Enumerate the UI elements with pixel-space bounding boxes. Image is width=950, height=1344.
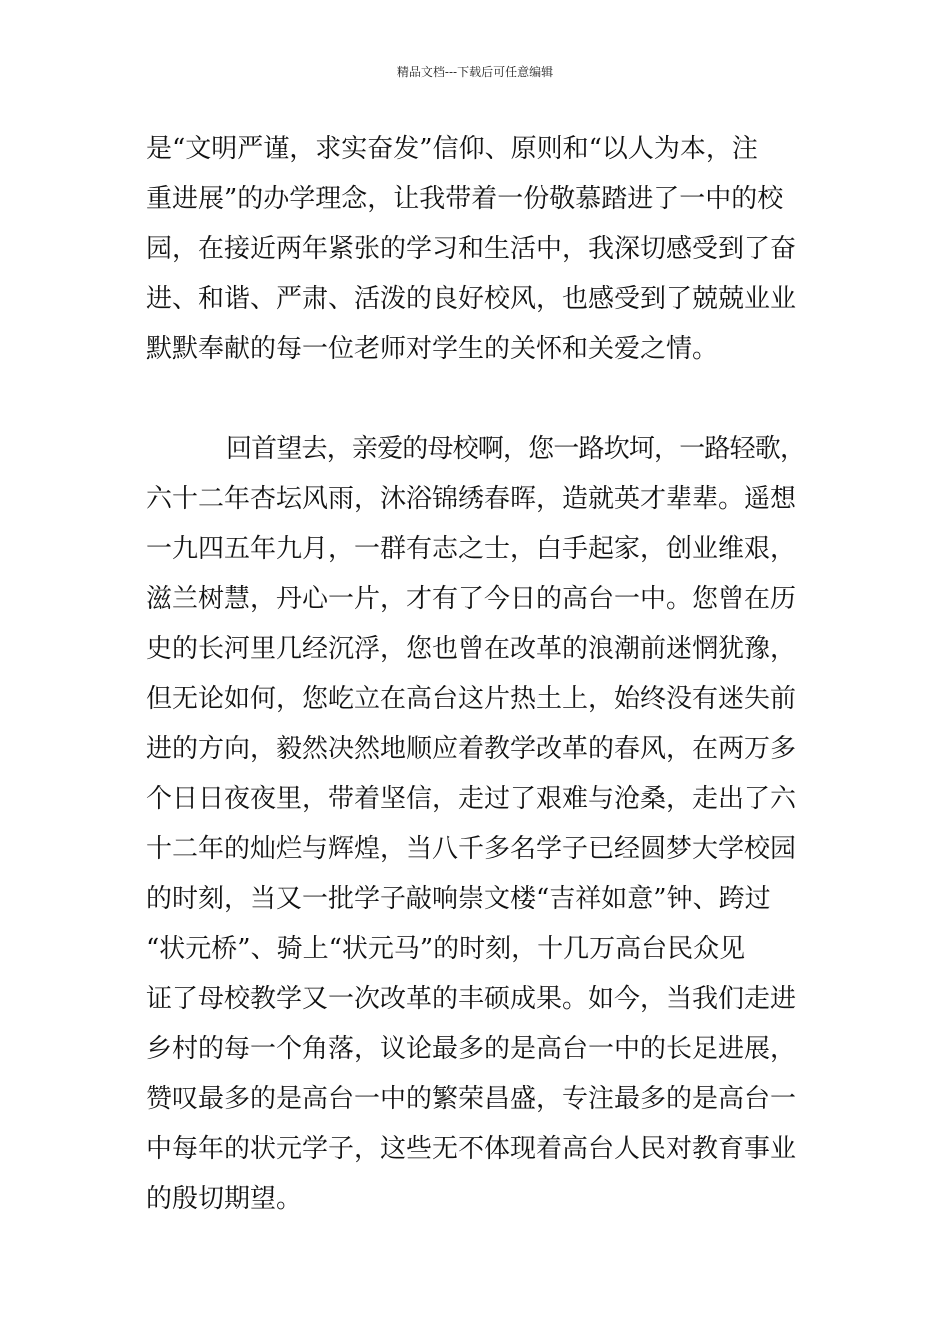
paragraph-line: 中每年的状元学子，这些无不体现着高台人民对教育事业 xyxy=(146,1134,797,1164)
paragraph-line: 证了母校教学又一次改革的丰硕成果。如今，当我们走进 xyxy=(146,984,797,1014)
paragraph-line: “状元桥”、骑上“状元马”的时刻，十几万高台民众见 xyxy=(146,934,746,964)
paragraph-line: 十二年的灿烂与辉煌，当八千多名学子已经圆梦大学校园 xyxy=(146,834,797,864)
paragraph-line: 进的方向，毅然决然地顺应着教学改革的春风，在两万多 xyxy=(146,734,797,764)
paragraph-line: 滋兰树慧，丹心一片，才有了今日的高台一中。您曾在历 xyxy=(146,584,797,614)
paragraph-line: 但无论如何，您屹立在高台这片热土上，始终没有迷失前 xyxy=(146,684,797,714)
page-header: 精品文档---下载后可任意编辑 xyxy=(396,65,554,79)
paragraph-line: 个日日夜夜里，带着坚信，走过了艰难与沧桑，走出了六 xyxy=(146,784,797,814)
paragraph-line: 赞叹最多的是高台一中的繁荣昌盛，专注最多的是高台一 xyxy=(146,1084,797,1114)
paragraph-line: 园，在接近两年紧张的学习和生活中，我深切感受到了奋 xyxy=(146,234,797,264)
paragraph-line: 的殷切期望。 xyxy=(146,1184,303,1214)
paragraph-line: 默默奉献的每一位老师对学生的关怀和关爱之情。 xyxy=(146,334,719,364)
paragraph-line: 回首望去，亲爱的母校啊，您一路坎坷，一路轻歌， xyxy=(226,434,806,464)
paragraph-line: 史的长河里几经沉浮，您也曾在改革的浪潮前迷惘犹豫， xyxy=(146,634,797,664)
paragraph-line: 重进展”的办学理念，让我带着一份敬慕踏进了一中的校 xyxy=(146,184,784,214)
paragraph-line: 进、和谐、严肃、活泼的良好校风，也感受到了兢兢业业 xyxy=(146,284,797,314)
paragraph-line: 六十二年杏坛风雨，沐浴锦绣春晖，造就英才辈辈。遥想 xyxy=(146,484,797,514)
paragraph-line: 的时刻，当又一批学子敲响崇文楼“吉祥如意”钟、跨过 xyxy=(146,884,771,914)
paragraph-line: 乡村的每一个角落，议论最多的是高台一中的长足进展， xyxy=(146,1034,797,1064)
paragraph-line: 是“文明严谨，求实奋发”信仰、原则和“以人为本，注 xyxy=(146,134,758,164)
paragraph-line: 一九四五年九月，一群有志之士，白手起家，创业维艰， xyxy=(146,534,797,564)
